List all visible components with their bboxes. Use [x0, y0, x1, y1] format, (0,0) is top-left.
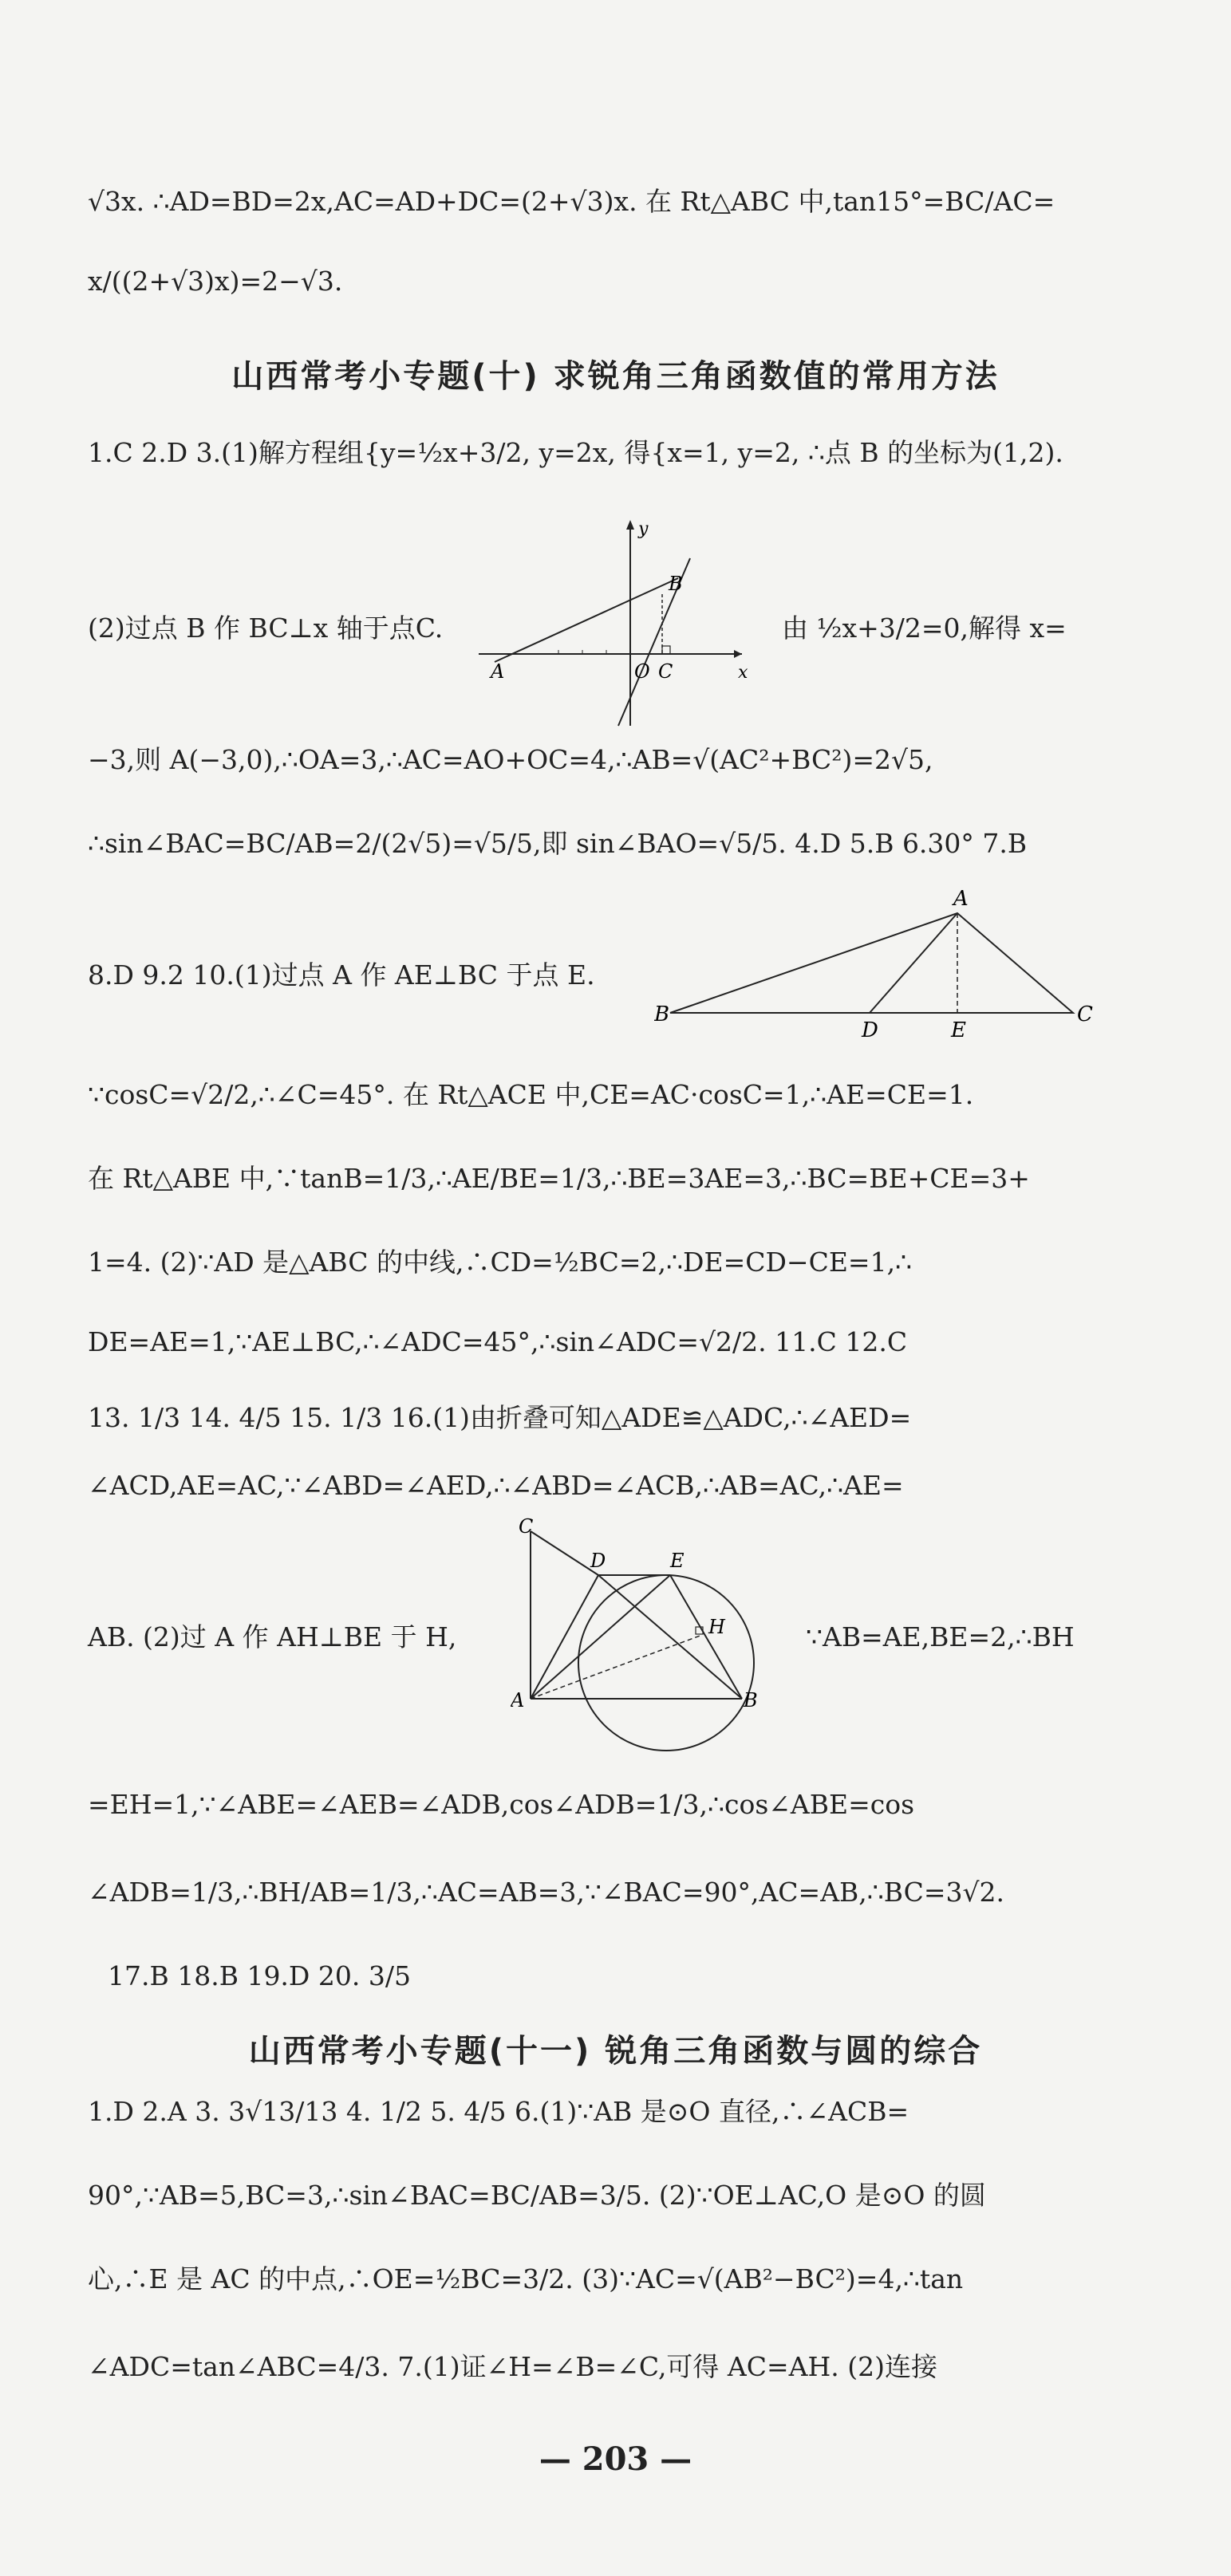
- text-line: ∵AB=AE,BE=2,∴BH: [806, 1621, 1075, 1652]
- section-heading: 山西常考小专题(十) 求锐角三角函数值的常用方法: [231, 358, 1000, 395]
- text-line: 8.D 9.2 10.(1)过点 A 作 AE⊥BC 于点 E.: [88, 959, 595, 991]
- label-A: A: [491, 660, 505, 683]
- coordinate-graph-figure: [471, 510, 758, 734]
- section-heading: 山西常考小专题(十一) 锐角三角函数与圆的综合: [248, 2033, 983, 2070]
- text-line: 1.C 2.D 3.(1)解方程组{y=½x+3/2, y=2x, 得{x=1, y=2, ∴点 B 的坐标为(1,2).: [88, 437, 1063, 468]
- label-A: A: [511, 1689, 525, 1711]
- label-E: E: [951, 1018, 966, 1042]
- text-line: x/((2+√3)x)=2−√3.: [88, 266, 343, 297]
- page-number: — 203 —: [539, 2440, 692, 2478]
- label-C: C: [1077, 1002, 1093, 1026]
- label-D: D: [590, 1550, 606, 1572]
- label-B: B: [669, 573, 683, 595]
- circle-figure: [511, 1515, 766, 1755]
- text-line: (2)过点 B 作 BC⊥x 轴于点C.: [88, 612, 444, 644]
- label-x: x: [738, 663, 748, 683]
- label-C: C: [519, 1515, 534, 1538]
- text-line: ∵cosC=√2/2,∴∠C=45°. 在 Rt△ACE 中,CE=AC·cosC=1,∴AE=CE=1.: [88, 1079, 974, 1110]
- text-line: ∴sin∠BAC=BC/AB=2/(2√5)=√5/5,即 sin∠BAO=√5/5. 4.D 5.B 6.30° 7.B: [88, 828, 1028, 859]
- text-line: 1.D 2.A 3. 3√13/13 4. 1/2 5. 4/5 6.(1)∵AB 是⊙O 直径,∴∠ACB=: [88, 2096, 909, 2127]
- text-line: 13. 1/3 14. 4/5 15. 1/3 16.(1)由折叠可知△ADE≌△ADC,∴∠AED=: [88, 1402, 912, 1433]
- text-line: 1=4. (2)∵AD 是△ABC 的中线,∴CD=½BC=2,∴DE=CD−CE=1,∴: [88, 1247, 913, 1278]
- text-line: 90°,∵AB=5,BC=3,∴sin∠BAC=BC/AB=3/5. (2)∵OE⊥AC,O 是⊙O 的圆: [88, 2180, 986, 2211]
- label-A: A: [953, 887, 969, 911]
- label-C: C: [658, 660, 673, 683]
- text-line: ∠ACD,AE=AC,∵∠ABD=∠AED,∴∠ABD=∠ACB,∴AB=AC,∴AE=: [88, 1470, 904, 1501]
- label-y: y: [638, 519, 649, 539]
- label-O: O: [634, 660, 650, 683]
- label-E: E: [670, 1550, 685, 1572]
- label-B: B: [654, 1002, 670, 1026]
- text-line: 在 Rt△ABE 中,∵tanB=1/3,∴AE/BE=1/3,∴BE=3AE=3,∴BC=BE+CE=3+: [88, 1163, 1030, 1194]
- text-line: −3,则 A(−3,0),∴OA=3,∴AC=AO+OC=4,∴AB=√(AC²+BC²)=2√5,: [88, 744, 933, 775]
- text-line: DE=AE=1,∵AE⊥BC,∴∠ADC=45°,∴sin∠ADC=√2/2. 11.C 12.C: [88, 1326, 908, 1357]
- label-B: B: [744, 1689, 758, 1711]
- text-line: 17.B 18.B 19.D 20. 3/5: [108, 1960, 411, 1991]
- label-H: H: [708, 1616, 725, 1638]
- text-line: ∠ADC=tan∠ABC=4/3. 7.(1)证∠H=∠B=∠C,可得 AC=AH. (2)连接: [88, 2351, 937, 2382]
- text-line: AB. (2)过 A 作 AH⊥BE 于 H,: [88, 1621, 457, 1652]
- text-line: 心,∴E 是 AC 的中点,∴OE=½BC=3/2. (3)∵AC=√(AB²−BC²)=4,∴tan: [88, 2263, 964, 2294]
- label-D: D: [862, 1018, 878, 1042]
- triangle-figure: [654, 885, 1101, 1045]
- text-line: ∠ADB=1/3,∴BH/AB=1/3,∴AC=AB=3,∵∠BAC=90°,AC=AB,∴BC=3√2.: [88, 1877, 1005, 1908]
- text-line: 由 ½x+3/2=0,解得 x=: [782, 612, 1067, 644]
- text-line: √3x. ∴AD=BD=2x,AC=AD+DC=(2+√3)x. 在 Rt△ABC 中,tan15°=BC/AC=: [88, 186, 1055, 217]
- text-line: =EH=1,∵∠ABE=∠AEB=∠ADB,cos∠ADB=1/3,∴cos∠ABE=cos: [88, 1789, 915, 1820]
